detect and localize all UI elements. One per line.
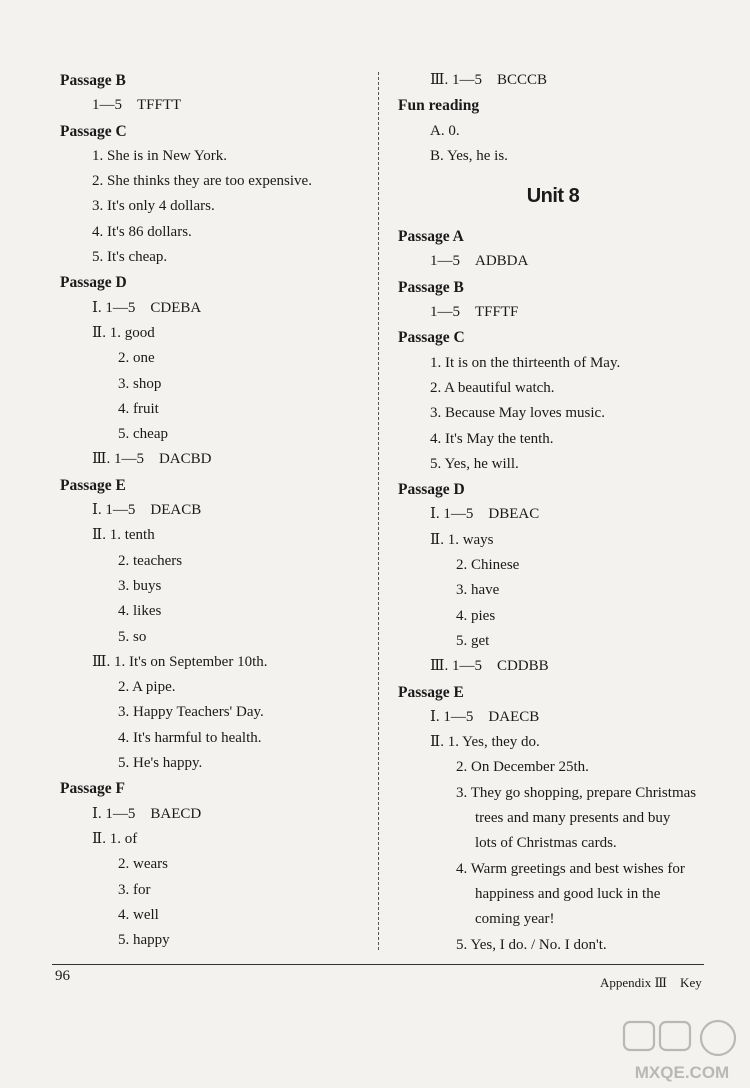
- answer-item: 1—5 TFFTT: [92, 97, 182, 114]
- section-heading: Passage B: [398, 278, 464, 296]
- answer-item: Ⅰ. 1—5 CDEBA: [92, 299, 202, 316]
- answer-item: 2. teachers: [118, 552, 183, 569]
- answer-continuation: coming year!: [475, 911, 555, 928]
- page-number: 96: [55, 968, 70, 984]
- answer-item: Ⅱ. 1. tenth: [92, 527, 155, 544]
- answer-item: 2. On December 25th.: [456, 759, 589, 776]
- section-heading: Passage F: [60, 780, 126, 798]
- section-heading: Passage C: [398, 329, 465, 347]
- answer-item: 3. shop: [118, 375, 162, 392]
- answer-item: Ⅱ. 1. good: [92, 324, 155, 341]
- answer-item: 4. Warm greetings and best wishes for: [456, 860, 685, 877]
- answer-item: 5. so: [118, 628, 147, 645]
- answer-item: 1—5 ADBDA: [430, 253, 529, 270]
- answer-item: Ⅱ. 1. of: [92, 830, 138, 847]
- answer-item: 3. have: [456, 582, 500, 599]
- answer-item: 2. one: [118, 350, 155, 367]
- answer-item: 3. for: [118, 881, 151, 898]
- answer-item: 2. Chinese: [456, 557, 520, 574]
- answer-item: 1. She is in New York.: [92, 147, 228, 164]
- answer-item: 3. Happy Teachers' Day.: [118, 704, 264, 721]
- column-divider: [378, 72, 379, 950]
- unit-title: Unit 8: [526, 185, 580, 208]
- answer-continuation: lots of Christmas cards.: [475, 835, 617, 852]
- section-heading: Passage E: [398, 683, 464, 701]
- answer-item: A. 0.: [430, 122, 460, 139]
- answer-item: 4. It's 86 dollars.: [92, 223, 192, 240]
- appendix-label: Appendix Ⅲ Key: [600, 975, 702, 990]
- footer-rule: [52, 964, 704, 965]
- answer-item: 4. pies: [456, 607, 496, 624]
- section-heading: Passage E: [60, 476, 126, 494]
- answer-item: 4. It's May the tenth.: [430, 430, 554, 447]
- answer-item: 3. Because May loves music.: [430, 405, 605, 422]
- section-heading: Passage A: [398, 228, 464, 246]
- answer-item: 3. They go shopping, prepare Christmas: [456, 784, 697, 801]
- section-heading: Passage D: [398, 481, 465, 499]
- watermark-text: MXQE.COM: [634, 1063, 730, 1082]
- answer-item: 4. well: [118, 906, 159, 923]
- answer-continuation: happiness and good luck in the: [475, 885, 661, 902]
- section-heading: Passage B: [60, 72, 126, 89]
- answer-item: 5. Yes, I do. / No. I don't.: [456, 936, 607, 953]
- answer-item: 4. likes: [118, 603, 162, 620]
- answer-item: 5. It's cheap.: [92, 249, 168, 266]
- answer-item: 4. It's harmful to health.: [118, 729, 262, 746]
- right-column: [398, 68, 708, 958]
- answer-item: B. Yes, he is.: [430, 147, 508, 164]
- answer-item: 2. A pipe.: [118, 679, 176, 696]
- answer-item: 3. buys: [118, 577, 162, 594]
- answer-item: Ⅲ. 1. It's on September 10th.: [92, 653, 268, 670]
- answer-item: 5. happy: [118, 932, 170, 949]
- answer-item: Ⅰ. 1—5 BAECD: [92, 805, 202, 822]
- answer-item: Ⅲ. 1—5 BCCCB: [430, 72, 547, 88]
- answer-item: 5. get: [456, 632, 490, 649]
- answer-item: 5. He's happy.: [118, 755, 203, 772]
- answer-item: Ⅲ. 1—5 DACBD: [92, 451, 212, 468]
- section-heading: Passage D: [60, 274, 127, 292]
- answer-item: Ⅰ. 1—5 DEACB: [92, 502, 202, 519]
- section-heading: Fun reading: [398, 97, 480, 115]
- left-column: [60, 68, 370, 953]
- answer-item: 1. It is on the thirteenth of May.: [430, 354, 621, 371]
- answer-continuation: trees and many presents and buy: [475, 810, 671, 827]
- answer-item: 5. Yes, he will.: [430, 455, 519, 472]
- answer-item: Ⅱ. 1. ways: [430, 531, 494, 548]
- answer-item: 5. cheap: [118, 426, 168, 443]
- answer-item: Ⅱ. 1. Yes, they do.: [430, 734, 540, 751]
- section-heading: Passage C: [60, 122, 127, 140]
- answer-item: Ⅲ. 1—5 CDDBB: [430, 658, 549, 675]
- answer-item: 1—5 TFFTF: [430, 304, 519, 321]
- answer-stamp-icon: [620, 1018, 745, 1084]
- answer-item: Ⅰ. 1—5 DAECB: [430, 708, 540, 725]
- answer-item: Ⅰ. 1—5 DBEAC: [430, 506, 540, 523]
- answer-item: 2. She thinks they are too expensive.: [92, 173, 312, 190]
- answer-item: 4. fruit: [118, 400, 159, 417]
- answer-item: 2. wears: [118, 856, 168, 873]
- answer-item: 2. A beautiful watch.: [430, 379, 555, 396]
- answer-item: 3. It's only 4 dollars.: [92, 198, 215, 215]
